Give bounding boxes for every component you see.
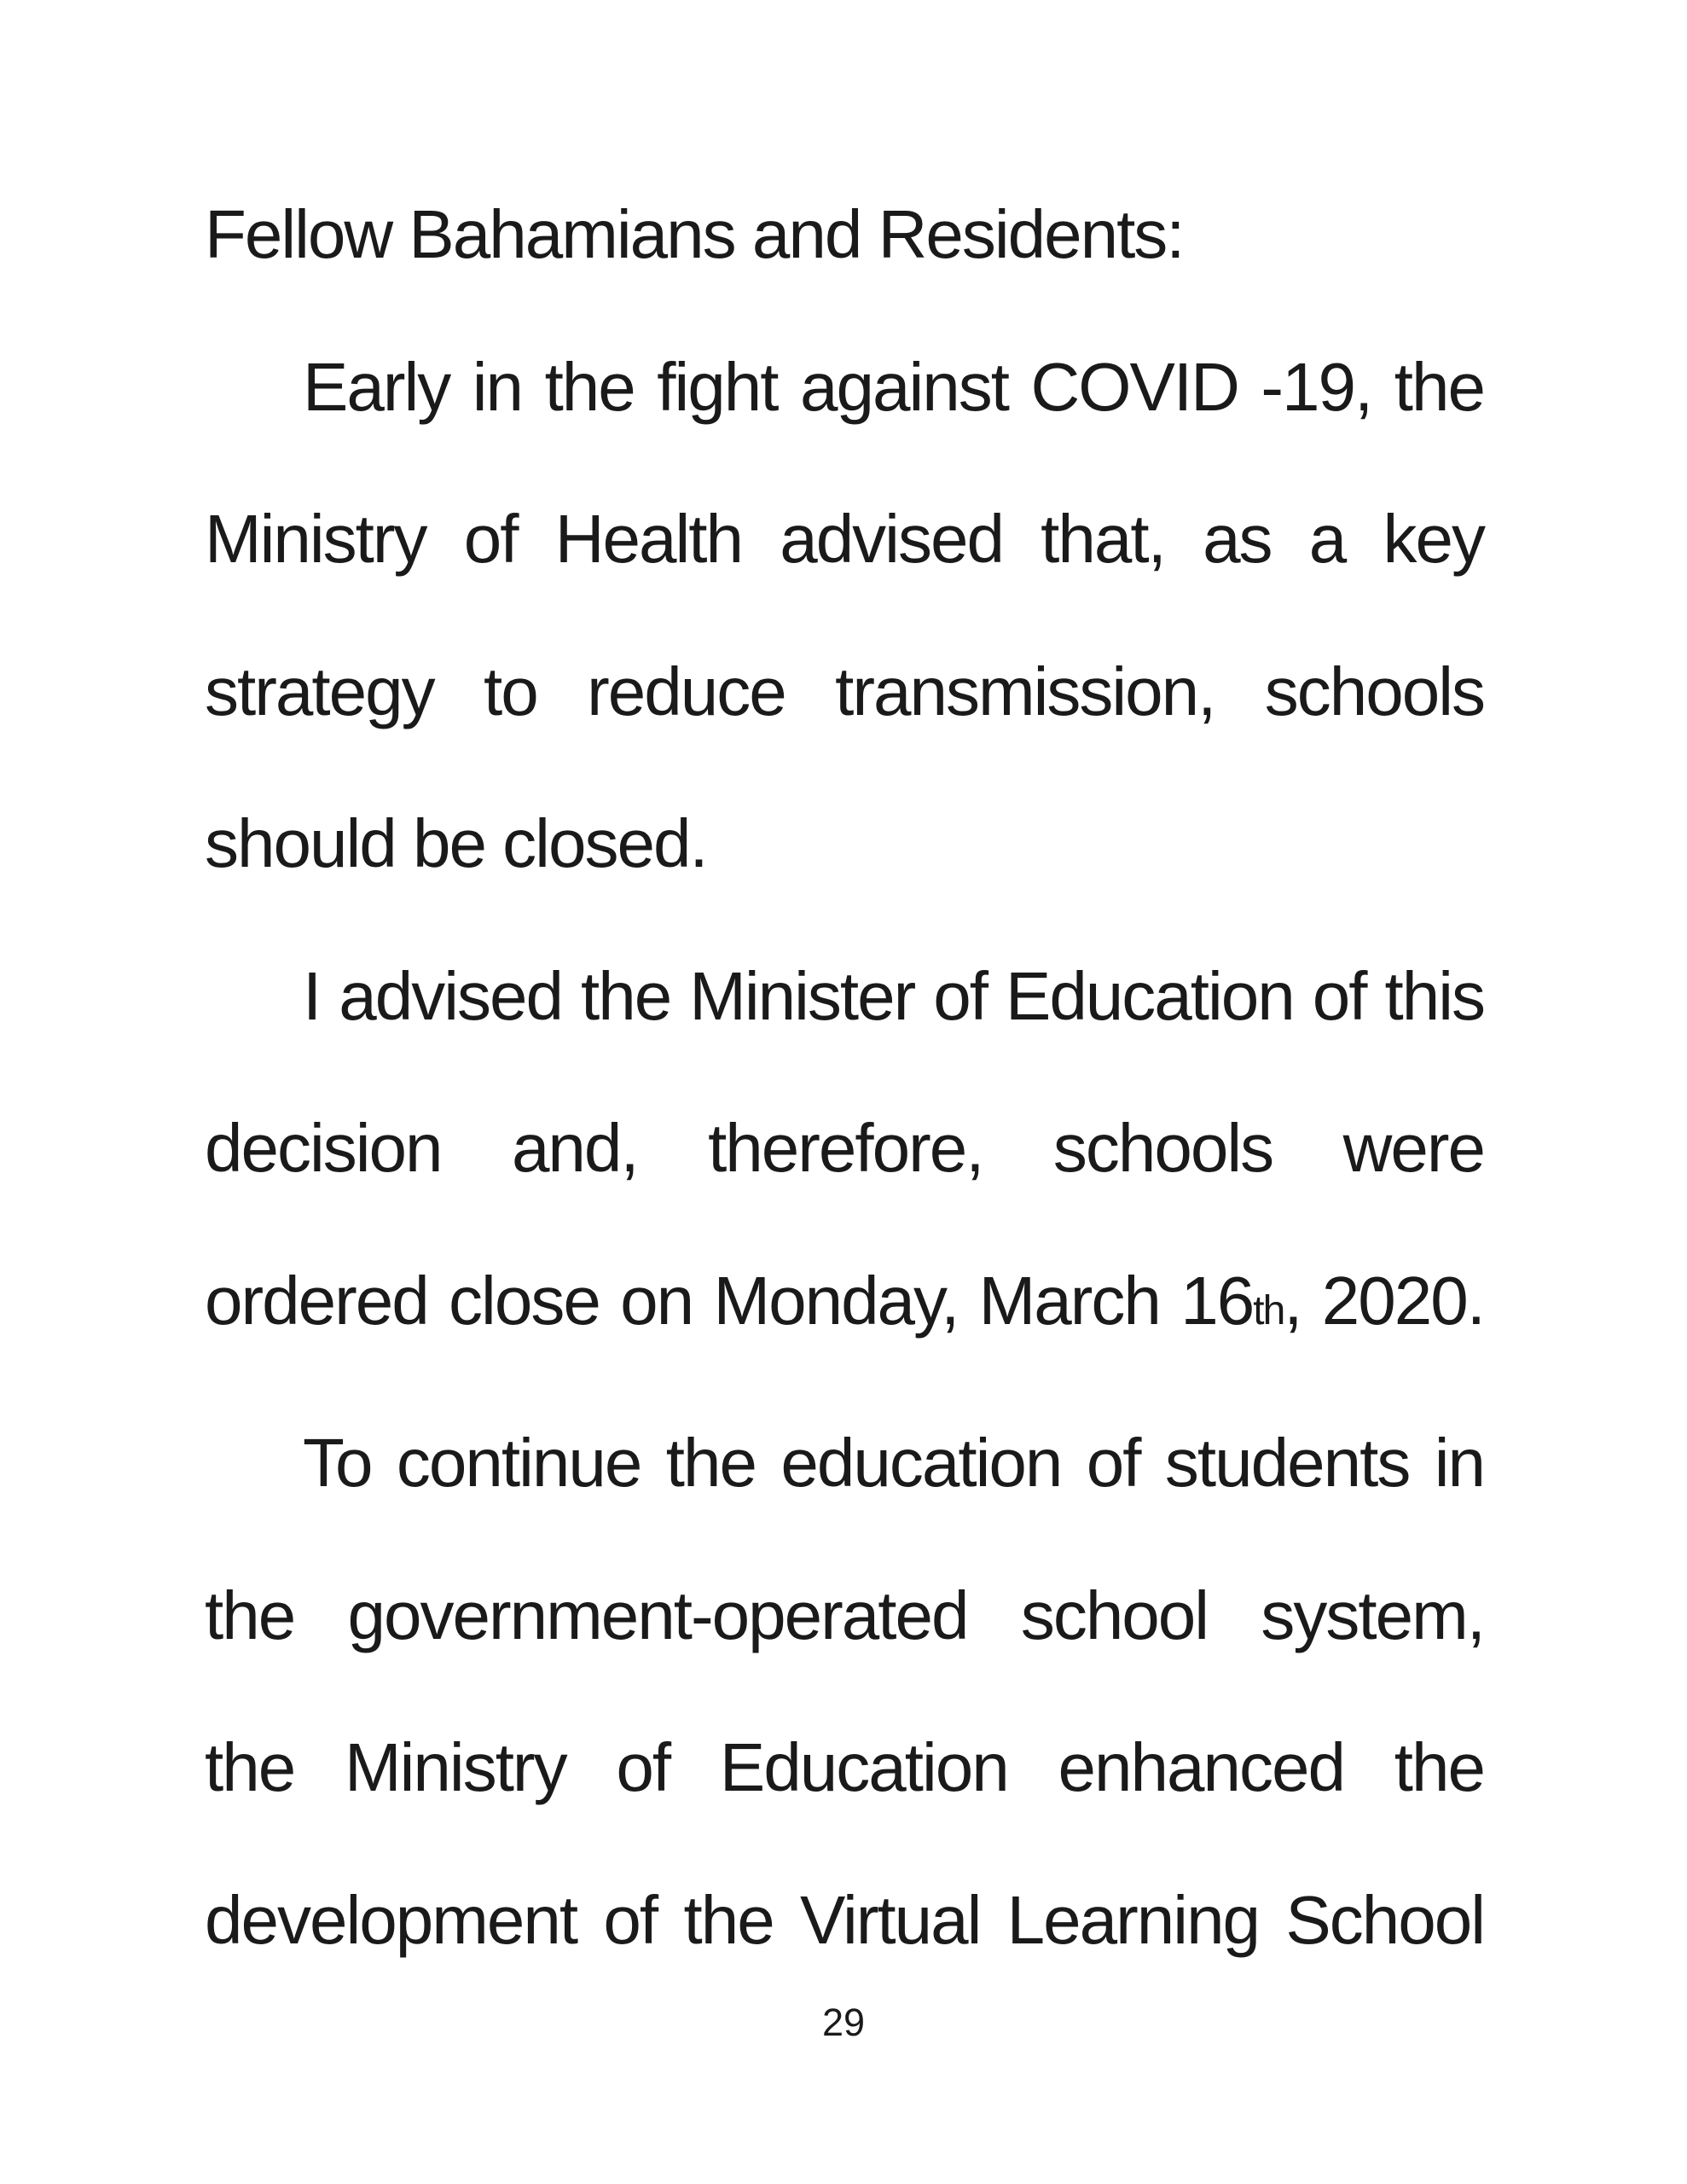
text-line	[205, 616, 1484, 769]
text-line	[205, 159, 1484, 311]
text-segment: the Ministry of Education enhanced the	[205, 1729, 1484, 1805]
speech-body	[205, 159, 1484, 1996]
text-line	[205, 1692, 1484, 1844]
text-line	[205, 921, 1484, 1073]
text-segment: decision and, therefore, schools were	[205, 1110, 1484, 1186]
text-segment: strategy to reduce transmission, schools	[205, 653, 1484, 729]
text-segment: , 2020.	[1284, 1262, 1485, 1339]
text-line	[205, 311, 1484, 464]
text-segment: Fellow Bahamians and Residents:	[205, 196, 1184, 272]
text-segment: ordered close on Monday, March 16	[205, 1262, 1254, 1339]
text-segment: Ministry of Health advised that, as a key	[205, 501, 1484, 577]
page-number: 29	[821, 2001, 866, 2044]
text-segment: I advised the Minister of Education of this	[303, 957, 1484, 1034]
text-segment: should be closed.	[205, 805, 707, 881]
text-segment: the government-operated school system,	[205, 1577, 1484, 1653]
text-line	[205, 1844, 1484, 1997]
text-segment: To continue the education of students in	[303, 1425, 1484, 1501]
text-line	[205, 1387, 1484, 1540]
text-line	[205, 1072, 1484, 1225]
text-segment: development of the Virtual Learning School	[205, 1881, 1484, 1958]
text-line	[205, 768, 1484, 921]
text-segment: Early in the fight against COVID -19, the	[303, 348, 1484, 425]
ordinal-suffix: th	[1253, 1287, 1284, 1333]
text-line	[205, 463, 1484, 616]
text-line	[205, 1225, 1484, 1388]
text-line	[205, 1540, 1484, 1693]
